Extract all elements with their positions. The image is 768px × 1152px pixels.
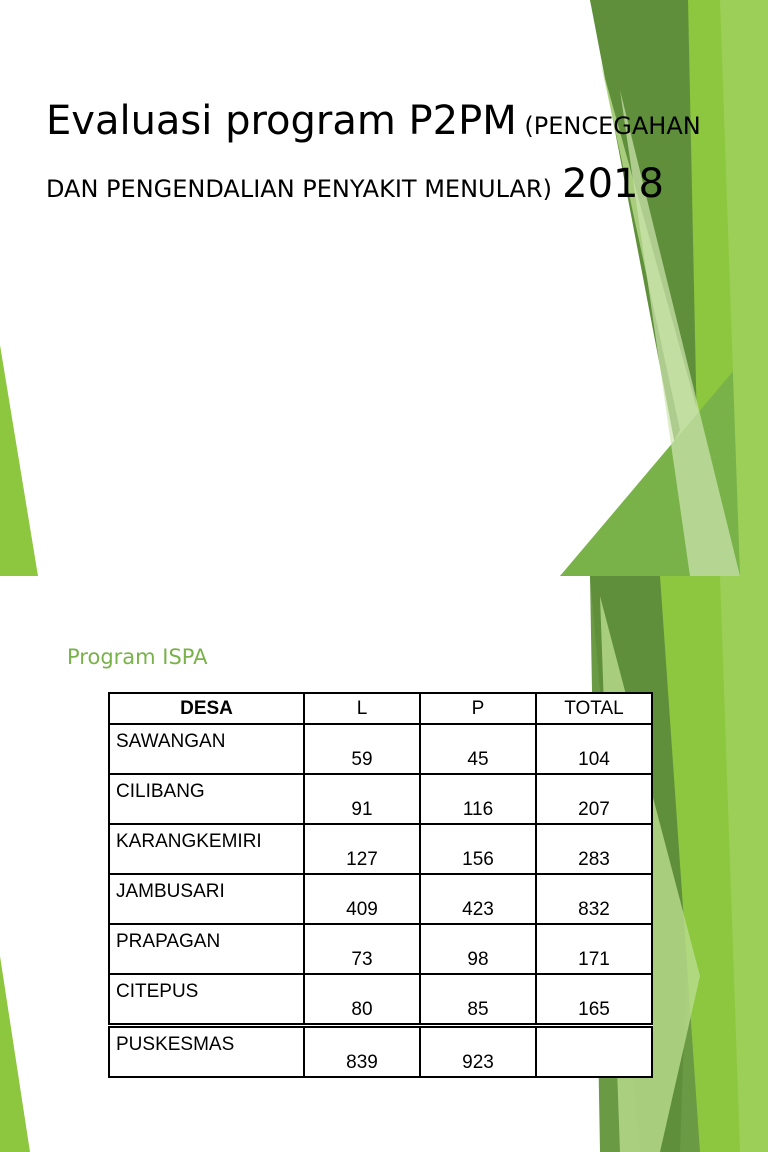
total-value	[536, 1026, 652, 1078]
l-value: 73	[304, 924, 420, 974]
l-value: 409	[304, 874, 420, 924]
title-line2: DAN PENGENDALIAN PENYAKIT MENULAR)	[46, 175, 552, 203]
p-value: 45	[420, 724, 536, 774]
header-l: L	[304, 693, 420, 724]
p-value: 116	[420, 774, 536, 824]
l-value: 839	[304, 1026, 420, 1078]
l-value: 80	[304, 974, 420, 1026]
title-year: 2018	[562, 161, 664, 207]
header-p: P	[420, 693, 536, 724]
table-total-row	[109, 1026, 652, 1078]
p-value: 98	[420, 924, 536, 974]
desa-name: KARANGKEMIRI	[109, 824, 304, 874]
total-value: 283	[536, 824, 652, 874]
desa-name: SAWANGAN	[109, 724, 304, 774]
p-value: 85	[420, 974, 536, 1026]
title-main: Evaluasi program P2PM	[46, 98, 517, 144]
ispa-table	[108, 692, 653, 1078]
total-value: 165	[536, 974, 652, 1026]
p-value: 923	[420, 1026, 536, 1078]
desa-name: PUSKESMAS	[109, 1026, 304, 1078]
title-paren-text: (PENCEGAHAN	[516, 112, 701, 140]
table-header-row	[109, 693, 652, 724]
p-value: 156	[420, 824, 536, 874]
desa-name: JAMBUSARI	[109, 874, 304, 924]
section-subtitle: Program ISPA	[67, 645, 208, 669]
total-value: 171	[536, 924, 652, 974]
total-value: 207	[536, 774, 652, 824]
table-row	[109, 924, 652, 974]
slide-title	[46, 92, 746, 218]
table-row	[109, 724, 652, 774]
total-value: 104	[536, 724, 652, 774]
desa-name: PRAPAGAN	[109, 924, 304, 974]
table-slide	[0, 576, 768, 1073]
table-row	[109, 974, 652, 1026]
total-value: 832	[536, 874, 652, 924]
desa-name: CILIBANG	[109, 774, 304, 824]
table-row	[109, 874, 652, 924]
l-value: 127	[304, 824, 420, 874]
l-value: 91	[304, 774, 420, 824]
table-row	[109, 824, 652, 874]
table-row	[109, 774, 652, 824]
p-value: 423	[420, 874, 536, 924]
desa-name: CITEPUS	[109, 974, 304, 1026]
header-desa: DESA	[109, 693, 304, 724]
header-total: TOTAL	[536, 693, 652, 724]
l-value: 59	[304, 724, 420, 774]
